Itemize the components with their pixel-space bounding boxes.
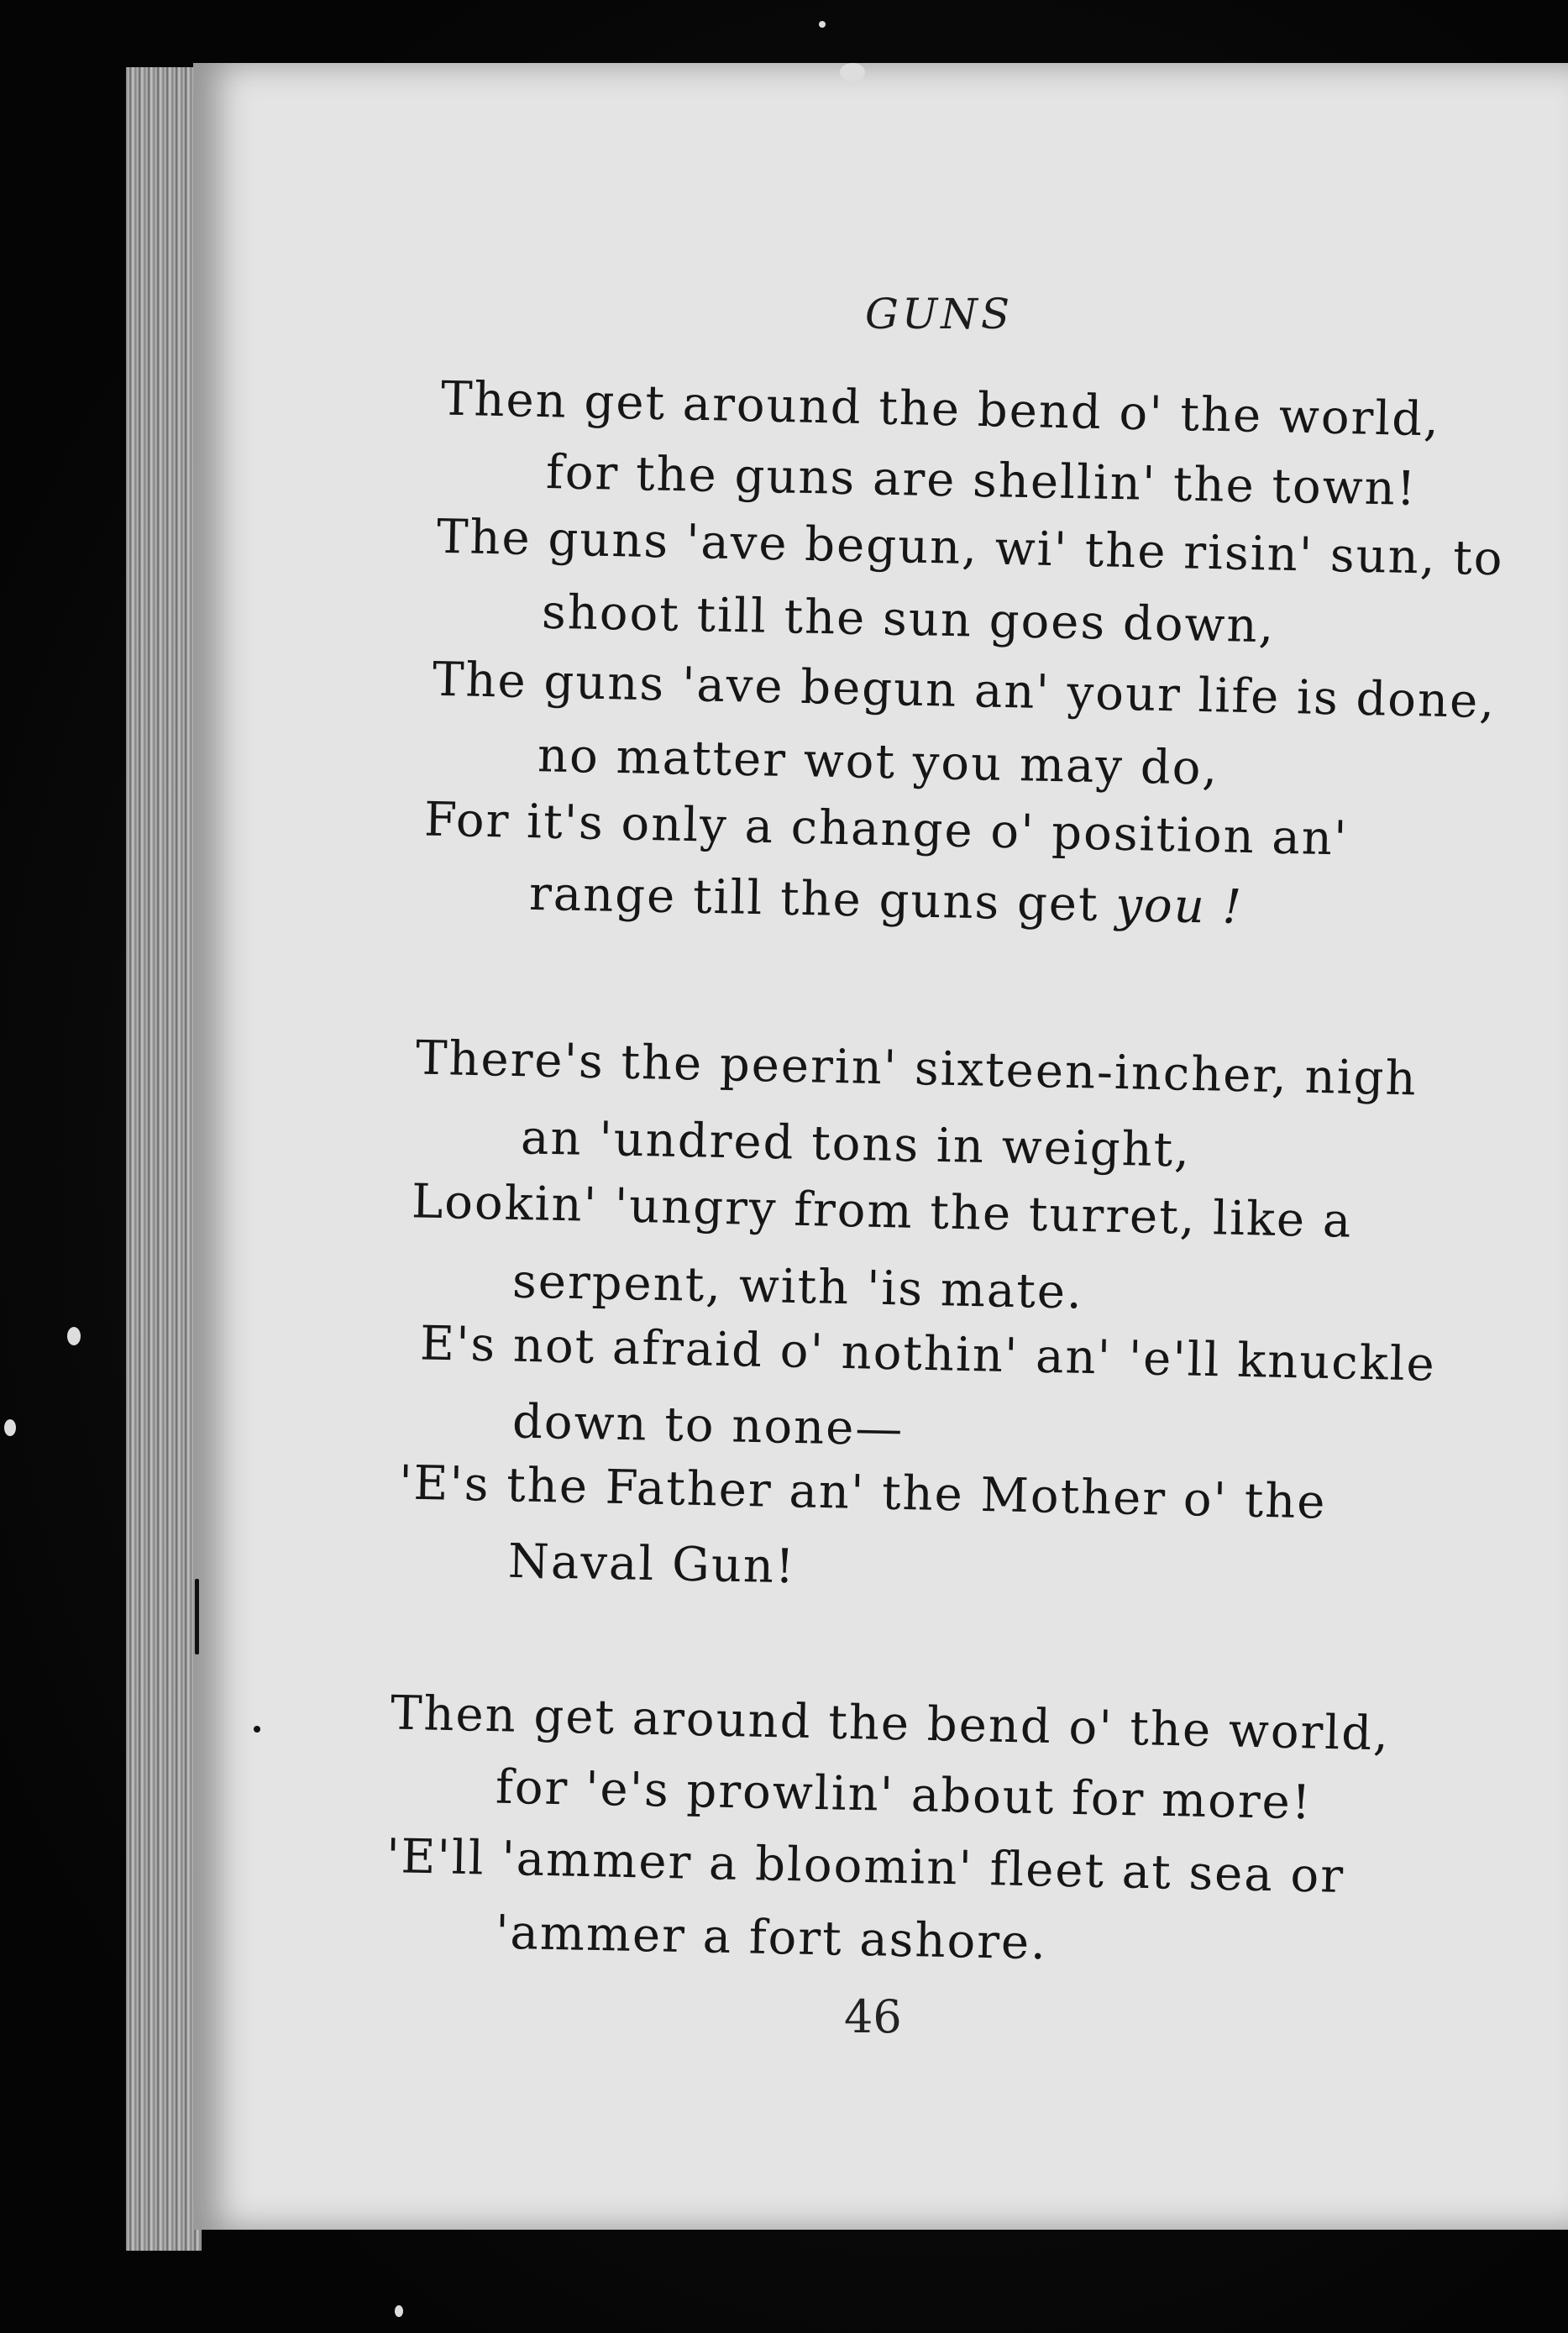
scan-speck [819,21,826,28]
verse-text: range till the guns get [528,866,1100,932]
running-header: GUNS [865,290,1014,338]
verse-line: 'ammer a fort ashore. [495,1905,1048,1971]
verse-line: The guns 'ave begun, wi' the risin' sun, to [436,509,1505,587]
verse-line: For it's only a change o' position an' [423,792,1349,867]
scan-speck [254,1726,260,1733]
verse-line: The guns 'ave begun an' your life is done, [432,652,1497,730]
scan-speck [395,2305,403,2317]
verse-line: shoot till the sun goes down, [541,585,1276,654]
verse-line: for 'e's prowlin' about for more! [495,1759,1313,1831]
verse-line: E's not afraid o' nothin' an' 'e'll knuckle [419,1316,1437,1392]
verse-line: Lookin' 'ungry from the turret, like a [411,1174,1353,1249]
verse-line: There's the peerin' sixteen-incher, nigh [415,1030,1419,1107]
verse-line: Then get around the bend o' the world, [440,371,1441,448]
verse-line: down to none— [511,1394,905,1457]
verse-line: Naval Gun! [507,1533,797,1595]
verse-line: no matter wot you may do, [537,728,1219,796]
verse-line: serpent, with 'is mate. [511,1254,1084,1320]
verse-line: 'E's the Father an' the Mother o' the [398,1455,1328,1530]
book-page-edges [126,67,202,2251]
verse-line: Then get around the bend o' the world, [390,1686,1391,1762]
scan-mark [195,1579,199,1654]
scan-speck [840,63,865,81]
page-number: 46 [844,1990,902,2043]
scan-speck [4,1419,16,1436]
verse-line: 'E'll 'ammer a bloomin' fleet at sea or [385,1829,1345,1904]
verse-line: an 'undred tons in weight, [520,1110,1192,1178]
scan-speck [67,1327,81,1345]
emphasis-text: you ! [1114,878,1244,936]
verse-line: for the guns are shellin' the town! [545,445,1418,516]
